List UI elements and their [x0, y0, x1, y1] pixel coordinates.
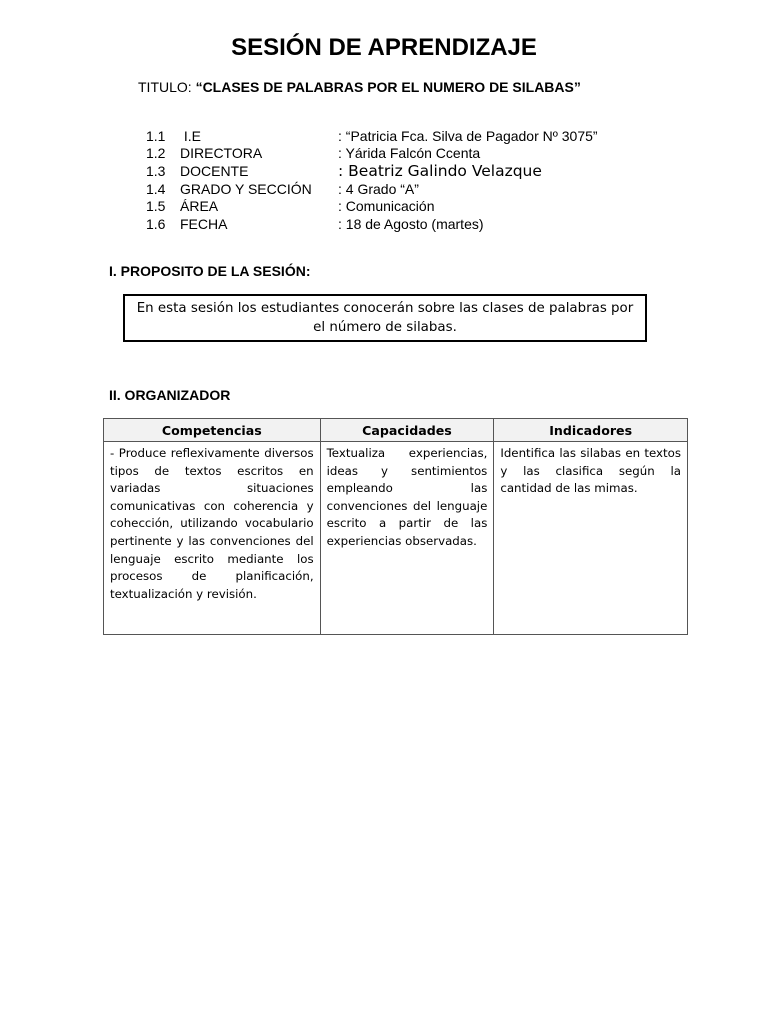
- info-key: FECHA: [180, 215, 228, 232]
- info-row-directora: [146, 145, 598, 163]
- info-key: DOCENTE: [180, 162, 249, 179]
- info-row-area: [146, 197, 598, 215]
- info-value: : “Patricia Fca. Silva de Pagador Nº 3075”: [338, 127, 598, 144]
- info-num: 1.3: [146, 162, 166, 179]
- info-key: GRADO Y SECCIÓN: [180, 180, 312, 197]
- info-row-fecha: [146, 215, 598, 233]
- info-key: I.E: [180, 127, 202, 144]
- info-row-grado: [146, 180, 598, 198]
- info-num: 1.5: [146, 198, 166, 215]
- capacidades-cell: Textualiza experiencias, ideas y sentimientos empleando las convenciones del lenguaje escrito a partir de las experiencias observadas.: [320, 442, 494, 635]
- organizer-table: [103, 418, 688, 635]
- info-key: ÁREA: [180, 198, 219, 215]
- column-header: Competencias: [104, 419, 321, 442]
- info-value: : Yárida Falcón Ccenta: [338, 145, 481, 162]
- titulo-value: “CLASES DE PALABRAS POR EL NUMERO DE SILABAS”: [195, 79, 581, 95]
- page-title: SESIÓN DE APRENDIZAJE: [231, 34, 537, 61]
- purpose-heading: I. PROPOSITO DE LA SESIÓN:: [109, 263, 311, 279]
- table-row: [104, 442, 688, 635]
- info-value: : 4 Grado “A”: [338, 180, 419, 197]
- info-value: : 18 de Agosto (martes): [338, 215, 484, 232]
- titulo-label: TITULO:: [138, 79, 196, 95]
- info-num: 1.2: [146, 145, 166, 162]
- info-key: DIRECTORA: [180, 145, 263, 162]
- info-row-docente: [146, 162, 598, 180]
- indicadores-cell: Identifica las silabas en textos y las clasifica según la cantidad de las mimas.: [494, 442, 688, 635]
- organizer-heading: II. ORGANIZADOR: [109, 387, 231, 403]
- info-num: 1.4: [146, 180, 166, 197]
- purpose-box: En esta sesión los estudiantes conocerán sobre las clases de palabras por el número de silabas.: [123, 294, 647, 342]
- info-num: 1.1: [146, 127, 166, 144]
- session-subtitle: [138, 79, 581, 95]
- column-header: Capacidades: [320, 419, 494, 442]
- info-num: 1.6: [146, 215, 166, 232]
- info-value: : Comunicación: [338, 198, 435, 215]
- info-value: : Beatriz Galindo Velazque: [338, 161, 542, 180]
- column-header: Indicadores: [494, 419, 688, 442]
- info-row-ie: [146, 127, 598, 145]
- info-list: [146, 127, 598, 233]
- competencias-cell: - Produce reflexivamente diversos tipos de textos escritos en variadas situaciones comunicativas con coherencia y cohección, utilizando vocabulario pertinente y las convenciones del lenguaje escrito mediante los procesos de planificación, textualización y revisión.: [104, 442, 321, 635]
- table-header-row: [104, 419, 688, 442]
